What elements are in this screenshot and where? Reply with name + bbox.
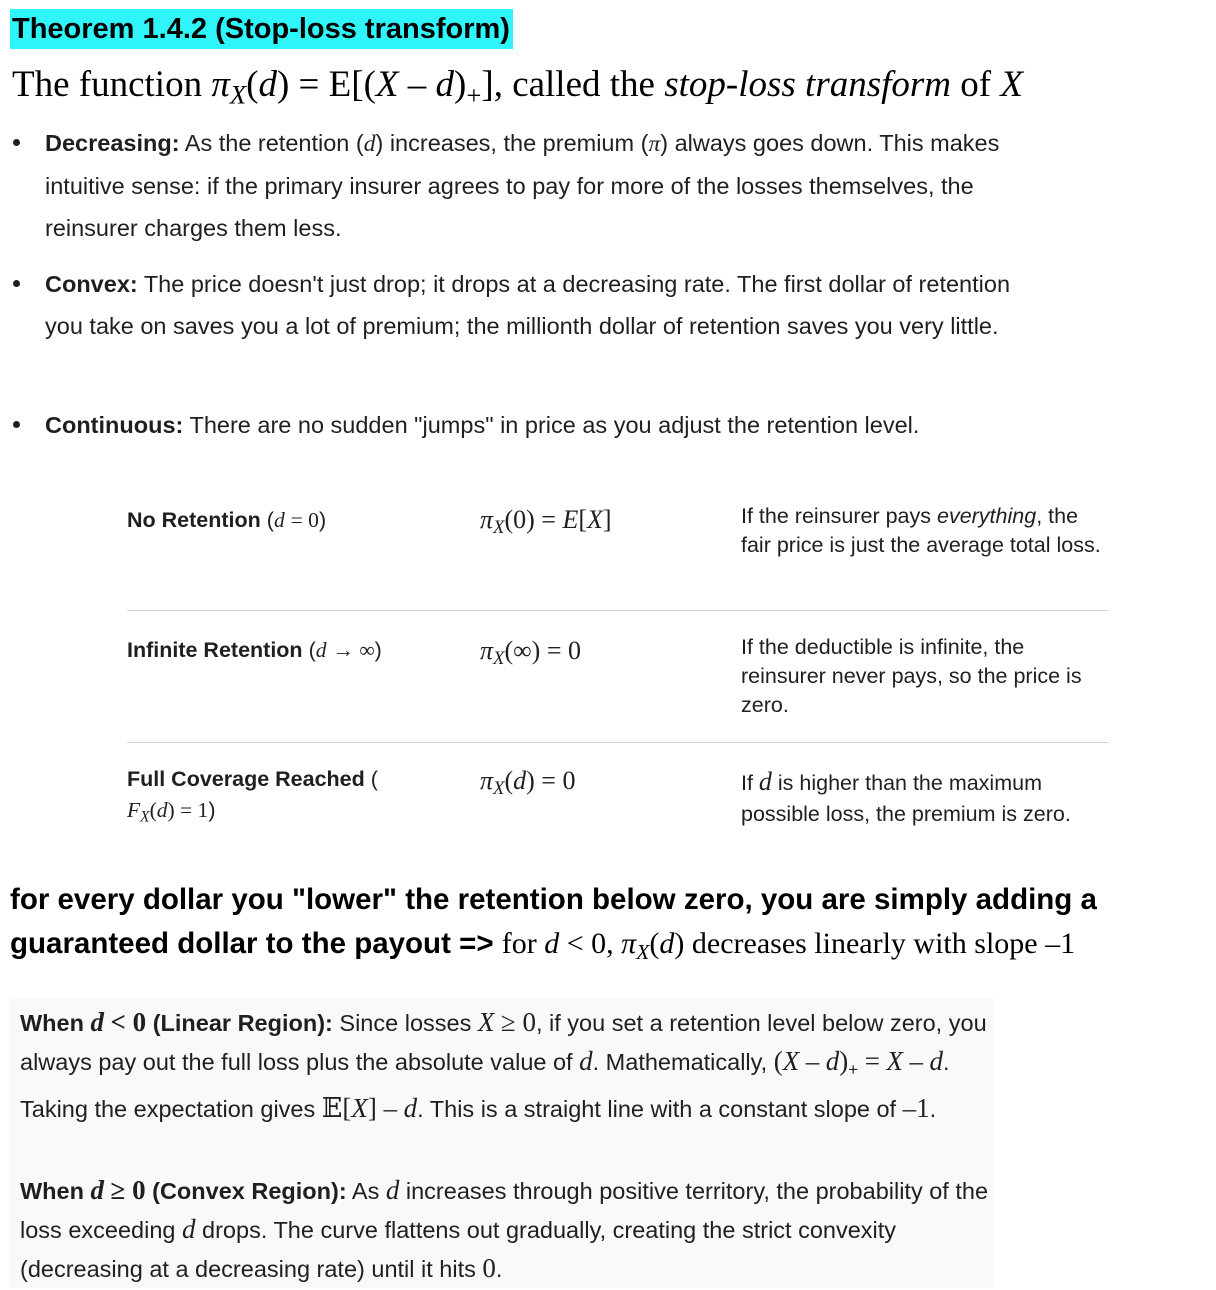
case-explanation: If the reinsurer pays everything, the fair price is just the average total loss. <box>741 504 1101 557</box>
list-item: Continuous: There are no sudden "jumps" in price as you adjust the retention level. <box>0 404 1010 446</box>
case-formula: $\pi_X(d) = 0$ <box>480 766 576 800</box>
case-explanation: If the deductible is infinite, the reinsurer never pays, so the price is zero. <box>741 635 1082 717</box>
bullet-icon <box>13 421 20 428</box>
definition-line: The function $\pi_X(d) = E[(X - d)_+]$, called the stop-loss transform of X <box>12 64 1023 110</box>
convex-region-paragraph: When d ≥ 0 (Convex Region): As d increases through positive territory, the probability of the loss exceeding d drops. The curve flattens out gradually, creating the strict convexity (decreasing at a decreasing rate) until it hits 0. <box>20 1175 989 1283</box>
list-item: Decreasing: As the retention (d) increases, the premium (π) always goes down. This makes intuitive sense: if the primary insurer agrees to pay for more of the losses themselves, the reinsurer charges them less. <box>0 122 1010 263</box>
bullet-icon <box>13 139 20 146</box>
properties-list <box>0 122 1010 446</box>
case-explanation: If d is higher than the maximum possible loss, the premium is zero. <box>741 767 1071 826</box>
table-row <box>127 496 1109 611</box>
boundary-cases-table <box>127 496 1109 843</box>
linear-region-note: for every dollar you "lower" the retention below zero, you are simply adding a guaranteed dollar to the payout => for d < 0, $\pi_X(d)$ decreases linearly with slope –1 <box>10 883 1097 965</box>
case-label: No Retention (d = 0) <box>127 508 327 532</box>
case-formula: $\pi_X(0) = E[X]$ <box>480 505 612 539</box>
case-label: Full Coverage Reached ( $F_X(d) = 1$) <box>127 767 378 826</box>
table-row <box>127 743 1109 843</box>
case-formula: $\pi_X(\infty) = 0$ <box>480 636 581 670</box>
bullet-icon <box>13 280 20 287</box>
definition-term: stop-loss transform <box>664 64 952 105</box>
linear-region-paragraph: When d < 0 (Linear Region): Since losses X ≥ 0, if you set a retention level below zero, you always pay out the full loss plus the absolute value of d. Mathematically, $(X - d)_+ = X - d$. Taking the expectation gives 𝔼[X] – d. This is a straight line with a constant slope of –1. <box>20 1007 987 1124</box>
regions-explanation-box <box>9 998 994 1288</box>
theorem-title: Theorem 1.4.2 (Stop-loss transform) <box>10 9 513 49</box>
case-label: Infinite Retention (d → ∞) <box>127 638 382 662</box>
list-item: Convex: The price doesn't just drop; it drops at a decreasing rate. The first dollar of retention you take on saves you a lot of premium; the millionth dollar of retention saves you very little. <box>0 263 1010 404</box>
table-row <box>127 611 1109 743</box>
